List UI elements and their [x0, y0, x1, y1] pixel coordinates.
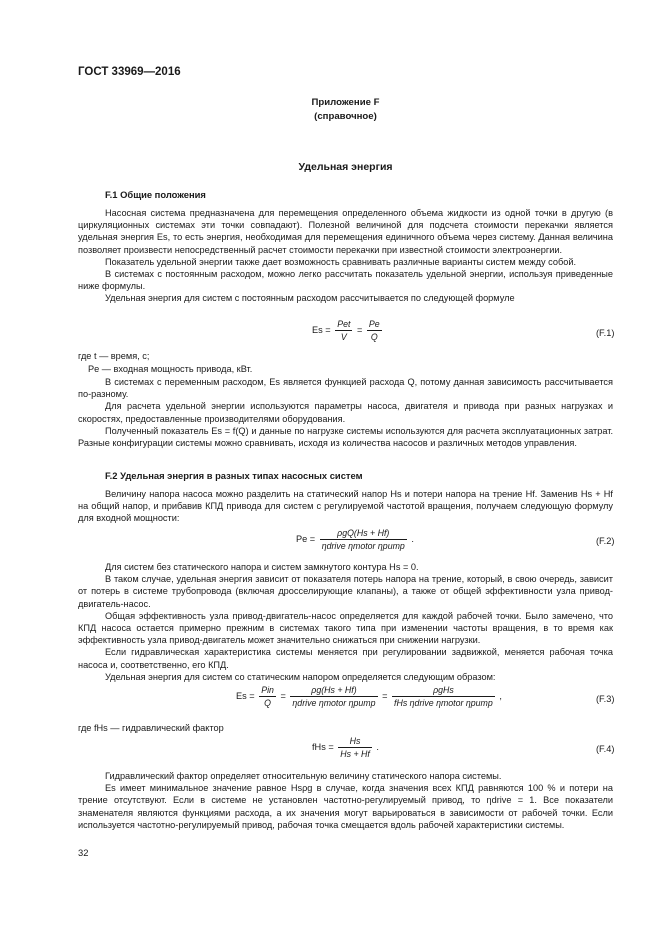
- paragraph: Для расчета удельной энергии используются параметры насоса, двигателя и привода при разных нагрузках и скоростях, предоставленные производителями оборудования.: [78, 401, 613, 424]
- paragraph: В системах с постоянным расходом, можно легко рассчитать показатель удельной энергии, используя приведенные ниже формулы.: [78, 269, 613, 292]
- paragraph: Гидравлический фактор определяет относительную величину статического напора системы.: [105, 771, 502, 781]
- formula-lhs: Es =: [236, 690, 255, 701]
- annex-title: Приложение F: [311, 97, 380, 108]
- paragraph: Насосная система предназначена для перемещения определенного объема жидкости из одной точки в другую (в циркуляционных системах эти точки совпадают). Полезной величиной для подсчета стоимости перекачки является удельная энергия Es, то есть энергия, необходимая для перемещения единичного объема через систему. Данная величина позволяет произвести непосредственный расчет стоимости перекачки при известной стоимости электроэнергии.: [78, 208, 613, 255]
- annex-heading: [78, 96, 613, 124]
- paragraph: В таком случае, удельная энергия зависит от показателя потерь напора на трение, который, в свою очередь, зависит от потерь в системе трубопровода (включая дросселирующие клапаны), а также от общей эффективности узла привод-двигатель-насос.: [78, 574, 613, 609]
- definition-t: где t — время, с;: [78, 351, 150, 361]
- equals-sign: =: [382, 690, 388, 701]
- formula-f3: [236, 685, 502, 708]
- formula-tail: ,: [499, 690, 502, 701]
- fraction: [335, 319, 352, 342]
- paragraph: Удельная энергия для систем со статическим напором определяется следующим образом:: [105, 671, 496, 682]
- section-heading-f1: F.1 Общие положения: [105, 189, 206, 200]
- denominator: V: [340, 332, 347, 342]
- denominator: Q: [264, 698, 271, 708]
- paragraph: В системах с переменным расходом, Es является функцией расхода Q, потому данная зависимость рассчитывается по-разному.: [78, 377, 613, 400]
- numerator: ρgQ(Hs + Hf): [320, 528, 407, 540]
- fraction: [392, 685, 495, 708]
- numerator: Hs: [338, 736, 372, 748]
- fraction: [338, 736, 372, 759]
- paragraph: Величину напора насоса можно разделить на статический напор Hs и потери напора на трение Hf. Заменив Hs + Hf на общий напор, и прибавив КПД привода для систем с регулируемой частотой вращения, получаем следующую формулу для входной мощности:: [78, 489, 613, 524]
- fraction: [320, 528, 407, 551]
- numerator: Pin: [261, 685, 274, 695]
- denominator: fHs ηdrive ηmotor ηpump: [394, 698, 493, 708]
- formula-f1: [312, 319, 384, 342]
- formula-number: (F.3): [596, 694, 615, 704]
- paragraph: Для систем без статического напора и систем замкнутого контура Hs = 0.: [105, 562, 419, 572]
- document-code: ГОСТ 33969—2016: [78, 66, 181, 78]
- paragraph: Если гидравлическая характеристика системы меняется при регулировании задвижкой, меняется рабочая точка насоса и, соответственно, его КПД.: [78, 647, 613, 670]
- paragraph: Удельная энергия для систем с постоянным расходом рассчитывается по следующей формуле: [105, 293, 515, 304]
- numerator: ρgHs: [392, 685, 495, 697]
- section-f2-body: [78, 561, 613, 683]
- fraction: [367, 319, 382, 342]
- formula-f4: [312, 736, 379, 759]
- numerator: ρg(Hs + Hf): [290, 685, 377, 697]
- formula-tail: .: [376, 741, 379, 752]
- formula-f2: [296, 528, 414, 551]
- formula-number: (F.4): [596, 744, 615, 754]
- numerator: Pe: [368, 319, 380, 329]
- formula-lhs: fHs =: [312, 741, 334, 752]
- section-f1-body: [78, 376, 613, 449]
- equals-sign: =: [356, 324, 363, 335]
- formula-tail: .: [411, 533, 414, 544]
- formula-lhs: Es =: [312, 324, 331, 335]
- denominator: Q: [370, 332, 378, 342]
- definition-fhs: где fHs — гидравлический фактор: [78, 723, 224, 733]
- denominator: ηdrive ηmotor ηpump: [292, 698, 376, 708]
- numerator: Pet: [337, 319, 351, 329]
- denominator: Hs + Hf: [340, 749, 370, 759]
- formula-number: (F.2): [596, 536, 615, 546]
- annex-subtitle: (справочное): [314, 111, 377, 122]
- definition-pe: Pe — входная мощность привода, кВт.: [88, 364, 253, 374]
- equals-sign: =: [280, 690, 286, 701]
- section-f2-closing: [78, 770, 613, 831]
- paragraph: Es имеет минимальное значение равное Hsρg в случае, когда значения всех КПД равняются 100 % и потери на трение отсутствуют. Если в системе не установлен частотно-регулируемый привод, то ηdrive = 1. Все показатели знаменателя являются функциями расхода, а их значения могут варьироваться в зависимости от рабочей точки. Если используется частотно-регулируемый привод, рабочая точка смещается вдоль рабочей характеристики системы.: [78, 783, 613, 830]
- fraction: [290, 685, 377, 708]
- paragraph: Показатель удельной энергии также дает возможность сравнивать различные варианты систем между собой.: [105, 256, 577, 267]
- page-title: Удельная энергия: [298, 161, 393, 173]
- paragraph: Общая эффективность узла привод-двигатель-насос определяется для каждой рабочей точки. Было замечено, что КПД насоса остается примерно прежним в системах такого типа при изменении частоты вращения, в то время как эффективность узла привод-двигатель может значительно снижаться при снижении нагрузки.: [78, 610, 613, 646]
- formula-number: (F.1): [596, 328, 615, 338]
- section-f2-intro: [78, 488, 613, 525]
- paragraph: Полученный показатель Es = f(Q) и данные по нагрузке системы используются для расчета эксплуатационных затрат. Разные конфигурации системы можно сравнивать, исходя из количества насосов и различных методов управления.: [78, 425, 613, 449]
- page-number: 32: [78, 847, 89, 858]
- denominator: ηdrive ηmotor ηpump: [321, 541, 405, 551]
- fraction: [259, 685, 276, 708]
- formula-lhs: Pe =: [296, 533, 316, 544]
- section-heading-f2: F.2 Удельная энергия в разных типах насосных систем: [105, 470, 363, 481]
- section-f1-intro: [78, 207, 613, 305]
